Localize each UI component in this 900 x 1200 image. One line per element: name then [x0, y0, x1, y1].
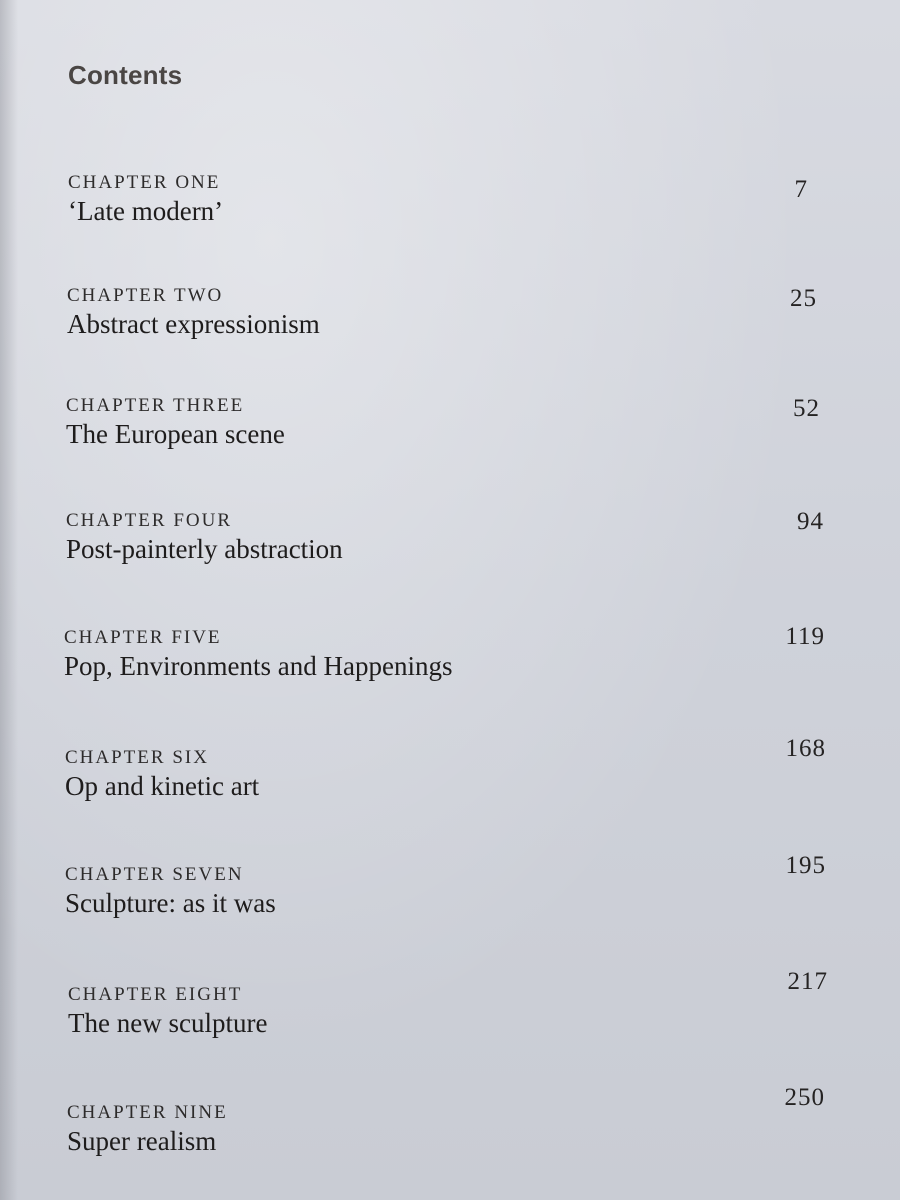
- chapter-page-number: 168: [785, 735, 826, 762]
- chapter-title: Sculpture: as it was: [65, 888, 276, 918]
- chapter-page-number: 25: [790, 285, 817, 312]
- chapter-title: Super realism: [67, 1126, 217, 1156]
- chapter-page-number: 217: [787, 968, 828, 995]
- chapter-label: CHAPTER FIVE: [64, 627, 222, 648]
- chapter-page-number: 7: [794, 176, 808, 203]
- toc-entry-chapter-six: [65, 735, 826, 827]
- toc-entry-chapter-nine: [67, 1084, 825, 1182]
- chapter-page-number: 94: [797, 508, 824, 535]
- chapter-title: Op and kinetic art: [65, 771, 260, 801]
- toc-entry-chapter-two: [67, 285, 817, 365]
- toc-entry-chapter-one: [68, 172, 808, 252]
- chapter-page-number: 52: [793, 395, 820, 422]
- chapter-label: CHAPTER NINE: [67, 1102, 228, 1123]
- chapter-label: CHAPTER EIGHT: [68, 984, 243, 1005]
- toc-entry-chapter-five: [64, 623, 825, 707]
- chapter-page-number: 119: [785, 623, 825, 650]
- chapter-label: CHAPTER FOUR: [66, 510, 232, 531]
- toc-entry-chapter-three: [66, 395, 820, 475]
- contents-heading: Contents: [68, 60, 183, 90]
- chapter-label: CHAPTER ONE: [68, 172, 221, 193]
- chapter-label: CHAPTER THREE: [66, 395, 245, 416]
- chapter-title: Post-painterly abstraction: [66, 534, 343, 564]
- chapter-title: Abstract expressionism: [67, 309, 320, 339]
- toc-entry-chapter-seven: [65, 852, 826, 944]
- chapter-title: Pop, Environments and Happenings: [64, 651, 453, 681]
- toc-entry-chapter-four: [66, 510, 824, 590]
- chapter-label: CHAPTER SEVEN: [65, 864, 244, 885]
- chapter-title: The European scene: [66, 419, 285, 449]
- chapter-label: CHAPTER SIX: [65, 747, 209, 768]
- chapter-title: The new sculpture: [68, 1008, 268, 1038]
- chapter-page-number: 250: [784, 1084, 825, 1111]
- chapter-page-number: 195: [785, 852, 826, 879]
- chapter-label: CHAPTER TWO: [67, 285, 224, 306]
- toc-entry-chapter-eight: [68, 968, 828, 1064]
- chapter-title: ‘Late modern’: [68, 196, 224, 226]
